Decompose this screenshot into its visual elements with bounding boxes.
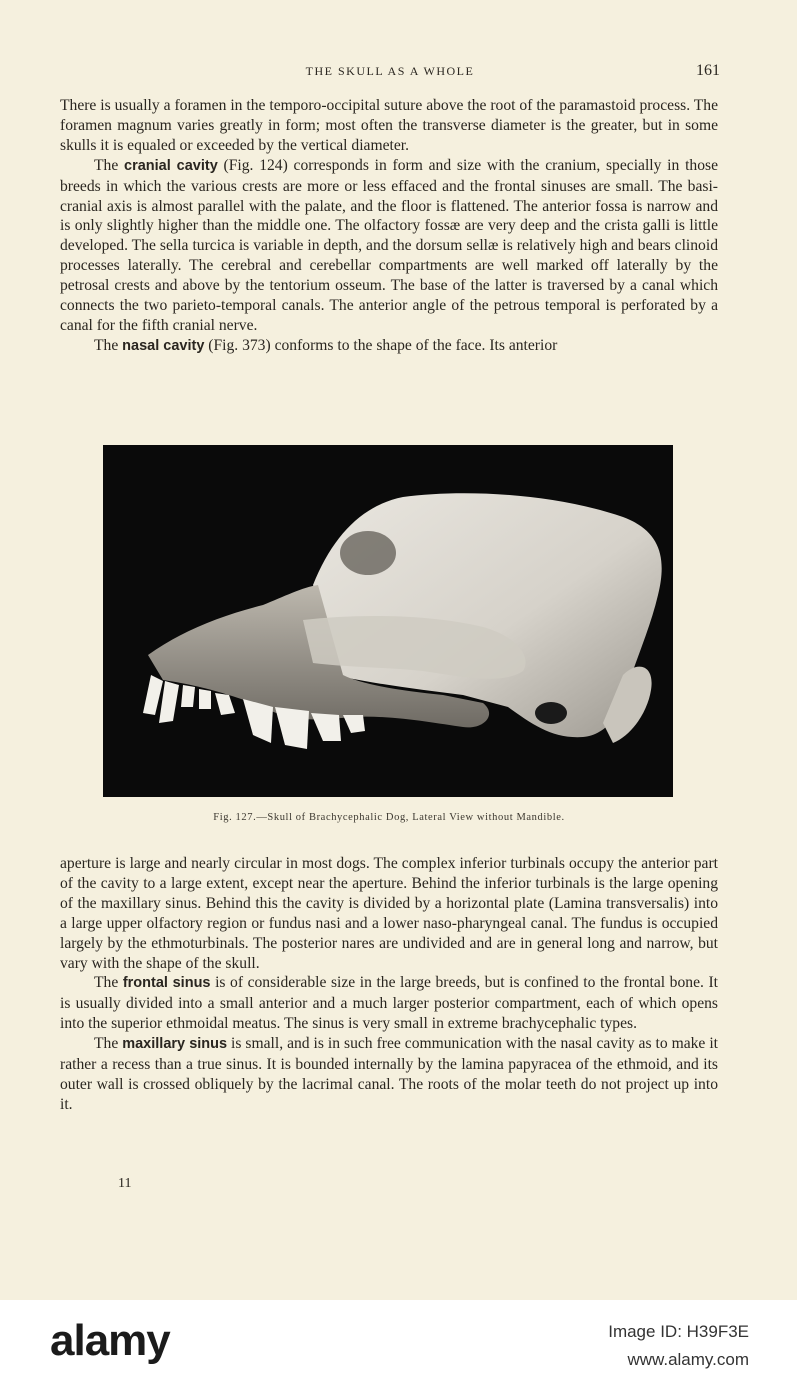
term-maxillary-sinus: maxillary sinus — [122, 1036, 228, 1053]
paragraph-lead: The — [94, 156, 125, 174]
paragraph-cranial-cavity — [60, 156, 718, 336]
figure-caption: Fig. 127.—Skull of Brachycephalic Dog, Lateral View without Mandible. — [213, 812, 565, 823]
watermark-banner — [0, 1300, 797, 1390]
running-head-title: THE SKULL AS A WHOLE — [305, 64, 475, 78]
paragraph-body: is of considerable size in the large breeds, but is confined to the frontal bone. It is usually divided into a small anterior and a much larger posterior compartment, each of which opens into the superior ethmoidal meatus. The sinus is very small in extreme brachycephalic types. — [60, 974, 718, 1033]
paragraph-lead: The — [94, 1035, 123, 1053]
paragraph-body: is small, and is in such free communication with the nasal cavity as to make it rather a recess than a true sinus. It is bounded internally by the lamina papyracea of the ethmoid, and its outer wall is crossed obliquely by the lacrimal canal. The roots of the molar teeth do not project up into it. — [60, 1035, 718, 1113]
paragraph-foramen: There is usually a foramen in the temporo-occipital suture above the root of the paramastoid process. The foramen magnum varies greatly in form; most often the transverse diameter is the greater, but in some skulls it is equaled or exceeded by the vertical diameter. — [60, 97, 718, 154]
running-head — [60, 62, 720, 82]
image-id-label: Image ID: H39F3E — [608, 1322, 749, 1341]
term-frontal-sinus: frontal sinus — [122, 975, 211, 992]
term-nasal-cavity: nasal cavity — [122, 337, 205, 354]
paragraph-nasal-cavity — [60, 336, 718, 357]
term-cranial-cavity: cranial cavity — [124, 157, 218, 174]
paragraph-lead: The — [94, 974, 123, 992]
alamy-logo: alamy — [50, 1316, 170, 1365]
page-number: 161 — [696, 62, 720, 79]
text-block-upper — [60, 96, 718, 357]
paragraph-lead: The — [94, 336, 123, 354]
paragraph-aperture: aperture is large and nearly circular in most dogs. The complex inferior turbinals occupy the anterior part of the cavity to a large extent, except near the aperture. Behind the inferior turbinals is the large opening of the maxillary sinus. Behind this the cavity is divided by a horizontal plate (Lamina transversalis) into a large upper olfactory region or fundus nasi and a lower naso-pharyngeal canal. The fundus is occupied largely by the ethmoturbinals. The posterior nares are undivided and are in general long and narrow, but vary with the shape of the skull. — [60, 855, 718, 972]
site-url: www.alamy.com — [627, 1350, 749, 1369]
skull-image — [103, 445, 673, 797]
paragraph-frontal-sinus — [60, 973, 718, 1034]
paragraph-maxillary-sinus — [60, 1034, 718, 1115]
paragraph-body: (Fig. 373) conforms to the shape of the face. Its anterior — [204, 336, 558, 354]
signature-mark: 11 — [118, 1176, 132, 1191]
paragraph-body: (Fig. 124) corresponds in form and size with the cranium, specially in those breeds in which the various crests are more or less effaced and the frontal sinuses are small. The basi-cranial axis is almost parallel with the palate, and the floor is flattened. The anterior fossa is narrow and is only slightly higher than the middle one. The olfactory fossæ are very deep and the crista galli is little developed. The sella turcica is variable in depth, and the dorsum sellæ is relatively high and bears clinoid processes laterally. The cerebral and cerebellar compartments are well marked off laterally by the petrosal crests and above by the tentorium osseum. The base of the latter is traversed by a canal which connects the two parieto-temporal canals. The anterior angle of the petrous temporal is perforated by a canal for the fifth cranial nerve. — [60, 156, 718, 334]
text-block-lower — [60, 854, 718, 1115]
skull-photograph — [103, 445, 673, 797]
